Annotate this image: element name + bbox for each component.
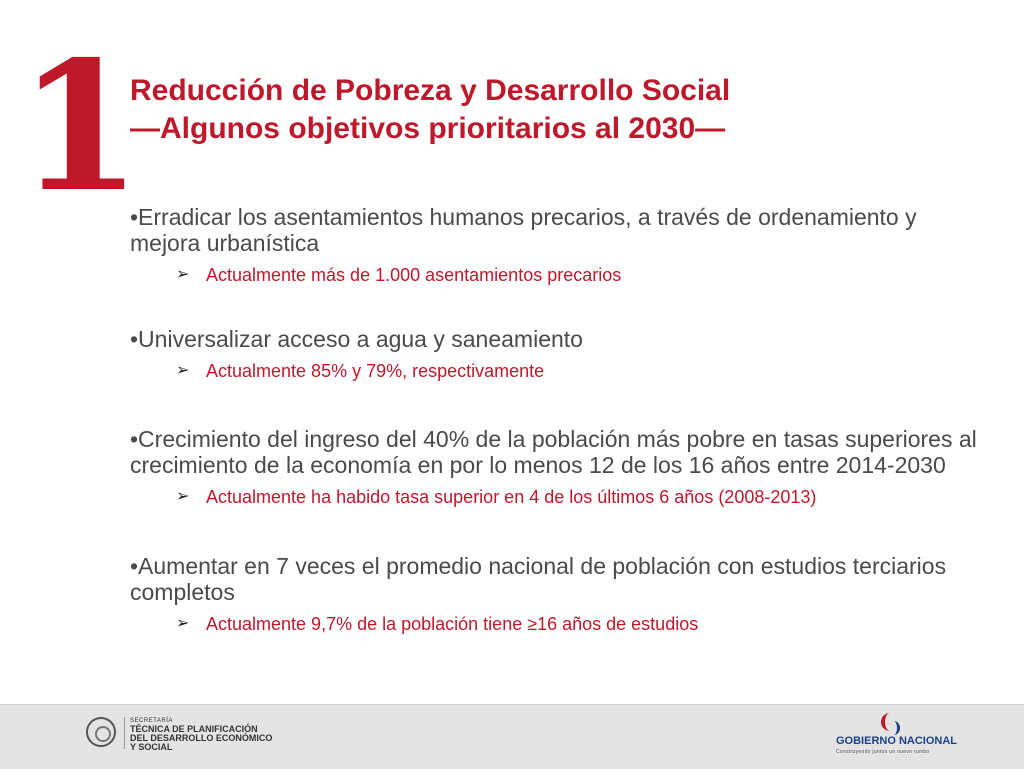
arrow-bullet-icon: ➢ [176,488,190,505]
sub-bullet-text: Actualmente ha habido tasa superior en 4 de los últimos 6 años (2008-2013) [206,487,817,507]
slide-title [130,72,990,148]
agency-name-line-3: Y SOCIAL [130,742,173,752]
arrow-bullet-icon: ➢ [176,362,190,379]
sub-bullet-text: Actualmente 85% y 79%, respectivamente [206,361,545,381]
bullet-item [130,553,990,635]
agency-name-line-2: DEL DESARROLLO ECONÓMICO [130,733,273,743]
bullet-item [130,204,990,286]
bullet-item [130,426,990,508]
agency-label: SECRETARÍA [130,718,173,724]
bullet-text: •Aumentar en 7 veces el promedio nacional de población con estudios terciarios completos [130,553,947,605]
sub-bullet [176,486,990,508]
title-line-2: —Algunos objetivos prioritarios al 2030— [130,112,726,145]
bullet-item [130,326,990,382]
bullet-list [130,204,990,635]
agency-name-line-1: TÉCNICA DE PLANIFICACIÓN [130,724,258,734]
sub-bullet [176,264,990,286]
national-seal-icon [86,717,116,747]
sub-bullet [176,613,990,635]
government-emblem-stroke-icon [887,721,900,735]
arrow-bullet-icon: ➢ [176,266,190,283]
bullet-text: •Universalizar acceso a agua y saneamiento [130,326,583,352]
bullet-text: •Crecimiento del ingreso del 40% de la población más pobre en tasas superiores al crecimiento de la economía en por lo menos 12 de los 16 años entre 2014-2030 [130,426,977,478]
footer-bar [0,704,1024,769]
arrow-bullet-icon: ➢ [176,615,190,632]
government-name: GOBIERNO NACIONAL [836,735,957,747]
agency-logo [130,717,272,752]
footer-divider [124,717,125,749]
sub-bullet-text: Actualmente 9,7% de la población tiene ≥16 años de estudios [206,614,699,634]
government-tagline: Construyendo juntos un nuevo rumbo [836,749,930,755]
bullet-text: •Erradicar los asentamientos humanos precarios, a través de ordenamiento y mejora urbanística [130,204,917,256]
slide-number: 1 [18,22,138,231]
sub-bullet [176,360,990,382]
title-line-1: Reducción de Pobreza y Desarrollo Social [130,74,731,107]
sub-bullet-text: Actualmente más de 1.000 asentamientos precarios [206,265,622,285]
